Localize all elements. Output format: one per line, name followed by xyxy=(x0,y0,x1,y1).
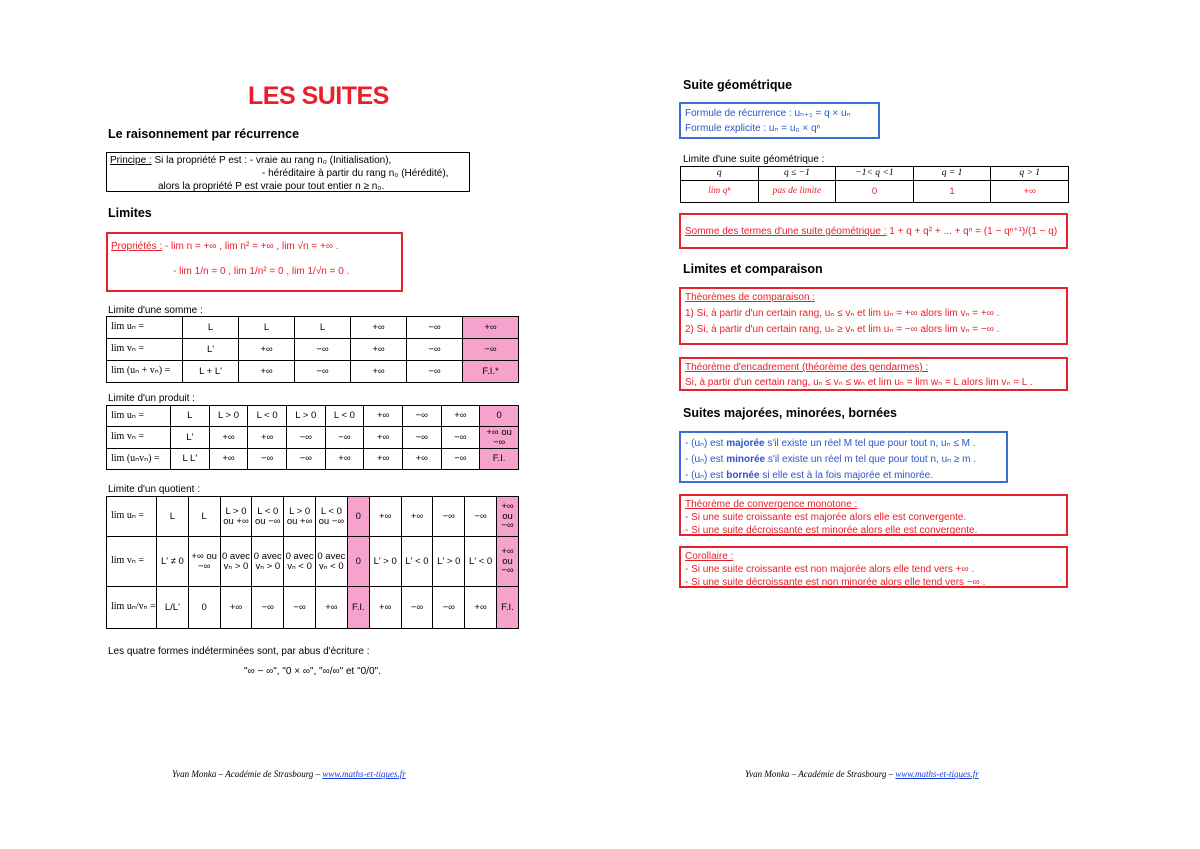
monotone-box xyxy=(679,494,1068,536)
geo-header-row xyxy=(681,167,1069,181)
produit-cell: +∞ xyxy=(441,406,480,427)
produit-cell: −∞ xyxy=(441,449,480,470)
produit-row xyxy=(107,449,519,470)
quotient-cell: −∞ xyxy=(465,497,497,537)
somme-cell: L xyxy=(295,317,351,339)
produit-cell: −∞ xyxy=(248,449,287,470)
produit-cell: +∞ xyxy=(402,449,441,470)
principe-box xyxy=(106,152,470,192)
principe-line2: - héréditaire à partir du rang n₀ (Hérédité), xyxy=(262,168,449,179)
principe-line3: alors la propriété P est vraie pour tout entier n ≥ n₀. xyxy=(158,181,385,192)
formules-box xyxy=(679,102,880,139)
geometrique-heading: Suite géométrique xyxy=(683,78,793,92)
quotient-cell: L xyxy=(188,497,220,537)
footer-right-text: Yvan Monka – Académie de Strasbourg – xyxy=(745,769,896,779)
geo-value-cell: 1 xyxy=(913,181,991,203)
geo-value-row xyxy=(681,181,1069,203)
comparaison-box xyxy=(679,287,1068,345)
produit-row-label: lim uₙ = xyxy=(107,406,171,427)
minoree-post: s'il existe un réel m tel que pour tout n, uₙ ≥ m . xyxy=(765,454,977,465)
corollaire-box xyxy=(679,546,1068,588)
quotient-cell: 0 avec vₙ > 0 xyxy=(220,537,252,587)
produit-cell: +∞ xyxy=(209,449,248,470)
quotient-row-label: lim uₙ = xyxy=(107,497,157,537)
formule-explicite: Formule explicite : uₙ = u₀ × qⁿ xyxy=(685,123,821,134)
quotient-row xyxy=(107,587,519,629)
proprietes-box xyxy=(106,232,403,292)
quotient-cell: −∞ xyxy=(284,587,316,629)
majoree-bold: majorée xyxy=(726,438,765,449)
quotient-row-label: lim vₙ = xyxy=(107,537,157,587)
quotient-cell: 0 avec vₙ < 0 xyxy=(284,537,316,587)
majoree-pre: - (uₙ) est xyxy=(685,438,727,449)
somme-geo-formula: 1 + q + q² + ... + qⁿ = (1 − qⁿ⁺¹)/(1 − q) xyxy=(889,226,1058,237)
bornee-pre: - (uₙ) est xyxy=(685,470,727,481)
quotient-cell: +∞ xyxy=(315,587,347,629)
footer-left-text: Yvan Monka – Académie de Strasbourg – xyxy=(172,769,323,779)
quotient-cell: 0 xyxy=(347,537,369,587)
quotient-cell: F.I. xyxy=(497,587,519,629)
produit-cell: L < 0 xyxy=(325,406,364,427)
somme-cell: +∞ xyxy=(239,361,295,383)
produit-cell: −∞ xyxy=(402,427,441,449)
produit-cell: 0 xyxy=(480,406,519,427)
somme-row-label: lim uₙ = xyxy=(107,317,183,339)
prop-line2: - lim 1/n = 0 , lim 1/n² = 0 , lim 1/√n = 0 . xyxy=(173,266,350,277)
quotient-cell: +∞ ou −∞ xyxy=(188,537,220,587)
produit-cell: L' xyxy=(171,427,210,449)
comparaison-thm1: 1) Si, à partir d'un certain rang, uₙ ≤ vₙ et lim uₙ = +∞ alors lim vₙ = +∞ . xyxy=(685,308,1000,319)
somme-cell: −∞ xyxy=(463,339,519,361)
bornee-bold: bornée xyxy=(726,470,760,481)
produit-cell: L L' xyxy=(171,449,210,470)
somme-cell: −∞ xyxy=(407,361,463,383)
principe-label: Principe : xyxy=(110,155,152,166)
encadrement-box xyxy=(679,357,1068,391)
produit-cell: +∞ xyxy=(364,427,403,449)
recurrence-heading: Le raisonnement par récurrence xyxy=(108,127,300,141)
somme-row xyxy=(107,339,519,361)
produit-cell: +∞ xyxy=(364,449,403,470)
produit-cell: L > 0 xyxy=(286,406,325,427)
produit-cell: −∞ xyxy=(286,449,325,470)
quotient-cell: +∞ xyxy=(465,587,497,629)
quotient-cell: +∞ ou −∞ xyxy=(497,537,519,587)
comparaison-thm2: 2) Si, à partir d'un certain rang, uₙ ≥ vₙ et lim uₙ = −∞ alors lim vₙ = −∞ . xyxy=(685,324,1000,335)
geo-value-cell: lim qⁿ xyxy=(681,181,759,203)
quotient-cell: +∞ xyxy=(401,497,433,537)
produit-cell: +∞ xyxy=(364,406,403,427)
somme-row xyxy=(107,317,519,339)
quotient-cell: L' < 0 xyxy=(465,537,497,587)
quotient-cell: L/L' xyxy=(157,587,189,629)
formes-line1: Les quatre formes indéterminées sont, par abus d'écriture : xyxy=(108,646,370,657)
quotient-cell: 0 xyxy=(347,497,369,537)
somme-cell: L + L' xyxy=(183,361,239,383)
quotient-row xyxy=(107,537,519,587)
quotient-cell: L xyxy=(157,497,189,537)
footer-left xyxy=(172,769,406,779)
produit-cell: +∞ xyxy=(209,427,248,449)
quotient-cell: −∞ xyxy=(433,587,465,629)
somme-cell: −∞ xyxy=(295,361,351,383)
quotient-cell: L < 0 ou −∞ xyxy=(252,497,284,537)
bornees-box xyxy=(679,431,1008,483)
quotient-cell: L' > 0 xyxy=(369,537,401,587)
geo-value-cell: pas de limite xyxy=(758,181,836,203)
principe-line1: Si la propriété P est : - vraie au rang n₀ (Initialisation), xyxy=(154,155,392,166)
quotient-cell: +∞ xyxy=(220,587,252,629)
produit-cell: F.I. xyxy=(480,449,519,470)
produit-cell: −∞ xyxy=(286,427,325,449)
bornees-heading: Suites majorées, minorées, bornées xyxy=(683,406,897,420)
comparaison-heading: Limites et comparaison xyxy=(683,262,823,276)
somme-cell: +∞ xyxy=(351,317,407,339)
quotient-cell: L > 0 ou +∞ xyxy=(284,497,316,537)
geo-value-cell: 0 xyxy=(836,181,914,203)
limites-heading: Limites xyxy=(108,206,152,220)
prop-line1: - lim n = +∞ , lim n² = +∞ , lim √n = +∞ . xyxy=(164,241,339,252)
produit-row-label: lim (uₙvₙ) = xyxy=(107,449,171,470)
encadrement-label: Théorème d'encadrement (théorème des gendarmes) : xyxy=(685,362,929,373)
produit-cell: +∞ ou −∞ xyxy=(480,427,519,449)
quotient-cell: F.I. xyxy=(347,587,369,629)
quotient-cell: +∞ xyxy=(369,587,401,629)
geo-header-cell: q xyxy=(681,167,759,181)
somme-caption: Limite d'une somme : xyxy=(108,305,203,316)
quotient-cell: 0 avec vₙ < 0 xyxy=(315,537,347,587)
quotient-cell: 0 xyxy=(188,587,220,629)
somme-row xyxy=(107,361,519,383)
bornee-post: si elle est à la fois majorée et minorée. xyxy=(759,470,933,481)
somme-table xyxy=(106,316,519,383)
page-title: LES SUITES xyxy=(248,82,389,110)
quotient-cell: L' > 0 xyxy=(433,537,465,587)
quotient-cell: −∞ xyxy=(433,497,465,537)
somme-cell: +∞ xyxy=(239,339,295,361)
produit-cell: +∞ xyxy=(325,449,364,470)
geo-limite-table xyxy=(680,166,1069,203)
quotient-cell: L' ≠ 0 xyxy=(157,537,189,587)
encadrement-text: Si, à partir d'un certain rang, uₙ ≤ vₙ ≤ wₙ et lim uₙ = lim wₙ = L alors lim vₙ = L . xyxy=(685,377,1033,388)
corollaire-line1: - Si une suite croissante est non majorée alors elle tend vers +∞ . xyxy=(685,564,975,575)
geo-value-cell: +∞ xyxy=(991,181,1069,203)
somme-cell: −∞ xyxy=(407,317,463,339)
geo-header-cell: q > 1 xyxy=(991,167,1069,181)
quotient-cell: −∞ xyxy=(401,587,433,629)
footer-left-link[interactable]: www.maths-et-tiques.fr xyxy=(322,769,406,779)
footer-right-link[interactable]: www.maths-et-tiques.fr xyxy=(895,769,979,779)
majoree-post: s'il existe un réel M tel que pour tout n, uₙ ≤ M . xyxy=(764,438,976,449)
quotient-cell: 0 avec vₙ > 0 xyxy=(252,537,284,587)
minoree-bold: minorée xyxy=(726,454,766,465)
somme-cell: F.I.* xyxy=(463,361,519,383)
produit-cell: L < 0 xyxy=(248,406,287,427)
minoree-pre: - (uₙ) est xyxy=(685,454,727,465)
produit-cell: L > 0 xyxy=(209,406,248,427)
geo-header-cell: q = 1 xyxy=(913,167,991,181)
produit-cell: −∞ xyxy=(402,406,441,427)
formes-line2: "∞ − ∞", "0 × ∞", "∞/∞" et "0/0". xyxy=(244,666,381,677)
corollaire-label: Corollaire : xyxy=(685,551,734,562)
quotient-table xyxy=(106,496,519,629)
produit-row xyxy=(107,427,519,449)
produit-cell: +∞ xyxy=(248,427,287,449)
quotient-row xyxy=(107,497,519,537)
comparaison-label: Théorèmes de comparaison : xyxy=(685,292,816,303)
somme-cell: L' xyxy=(183,339,239,361)
produit-row xyxy=(107,406,519,427)
quotient-cell: L' < 0 xyxy=(401,537,433,587)
produit-cell: L xyxy=(171,406,210,427)
somme-cell: L xyxy=(183,317,239,339)
somme-cell: −∞ xyxy=(407,339,463,361)
produit-cell: −∞ xyxy=(441,427,480,449)
quotient-cell: L < 0 ou −∞ xyxy=(315,497,347,537)
somme-cell: L xyxy=(239,317,295,339)
corollaire-line2: - Si une suite décroissante est non minorée alors elle tend vers −∞ . xyxy=(685,577,986,588)
geo-header-cell: −1< q <1 xyxy=(836,167,914,181)
somme-cell: +∞ xyxy=(351,339,407,361)
produit-cell: −∞ xyxy=(325,427,364,449)
quotient-row-label: lim uₙ/vₙ = xyxy=(107,587,157,629)
somme-geo-box xyxy=(679,213,1068,249)
somme-cell: +∞ xyxy=(351,361,407,383)
somme-row-label: lim vₙ = xyxy=(107,339,183,361)
quotient-caption: Limite d'un quotient : xyxy=(108,484,200,495)
quotient-cell: +∞ xyxy=(369,497,401,537)
monotone-line1: - Si une suite croissante est majorée alors elle est convergente. xyxy=(685,512,967,523)
somme-cell: −∞ xyxy=(295,339,351,361)
geo-limite-caption: Limite d'une suite géométrique : xyxy=(683,154,825,165)
produit-row-label: lim vₙ = xyxy=(107,427,171,449)
proprietes-label: Propriétés : xyxy=(111,241,163,252)
somme-cell: +∞ xyxy=(463,317,519,339)
formule-recurrence: Formule de récurrence : uₙ₊₁ = q × uₙ xyxy=(685,108,851,119)
quotient-cell: −∞ xyxy=(252,587,284,629)
produit-table xyxy=(106,405,519,470)
quotient-cell: +∞ ou −∞ xyxy=(497,497,519,537)
monotone-label: Théorème de convergence monotone : xyxy=(685,499,858,510)
quotient-cell: L > 0 ou +∞ xyxy=(220,497,252,537)
somme-geo-label: Somme des termes d'une suite géométrique : xyxy=(685,226,887,237)
footer-right xyxy=(745,769,979,779)
geo-header-cell: q ≤ −1 xyxy=(758,167,836,181)
somme-row-label: lim (uₙ + vₙ) = xyxy=(107,361,183,383)
monotone-line2: - Si une suite décroissante est minorée alors elle est convergente. xyxy=(685,525,978,536)
produit-caption: Limite d'un produit : xyxy=(108,393,195,404)
